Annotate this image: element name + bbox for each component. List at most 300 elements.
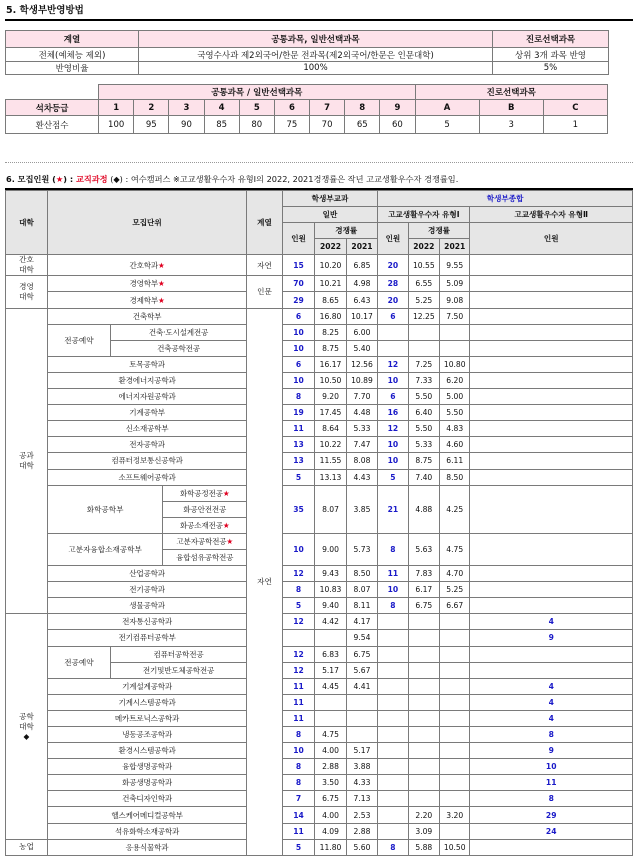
unit-name [163,533,247,549]
cell-r22: 10.50 [315,372,346,388]
cell-r22: 4.45 [315,678,346,694]
cell-a22: 5.88 [408,839,439,855]
cell-q2: 9 [470,630,633,646]
cell-q: 8 [282,582,315,598]
cell-q: 12 [282,614,315,630]
cell-q2 [470,437,633,453]
unit-label: 기계시스템공학과 [118,697,176,707]
cell-r22: 6.83 [315,646,346,662]
cell-a22 [408,694,439,710]
cell-q1: 12 [378,356,408,372]
cell-a22: 7.40 [408,469,439,485]
cell-a22: 7.33 [408,372,439,388]
unit-name [47,389,246,405]
unit-label: 건축·도시설계전공 [148,327,209,337]
cell-a22: 2.20 [408,807,439,823]
th-common-group: 공통과목 / 일반선택과목 [99,85,415,100]
unit-name [47,582,246,598]
cell-r22: 9.20 [315,389,346,405]
cell-q1 [378,807,408,823]
cell-a22: 5.50 [408,389,439,405]
cell-q: 11 [282,823,315,839]
star-icon: ★ [158,279,165,289]
cell-a22 [408,759,439,775]
th-unit: 모집단위 [47,191,246,255]
cell-q1 [378,743,408,759]
cell-r22: 4.00 [315,743,346,759]
table-row [6,775,633,791]
table-row [6,485,633,501]
cell-q: 6 [282,356,315,372]
cell-r21: 12.56 [346,356,377,372]
cell-a22 [408,662,439,678]
cell-a21 [440,775,470,791]
cell-r21: 5.67 [346,662,377,678]
table-row [6,453,633,469]
unit-name [110,340,246,356]
cell-r22: 10.20 [315,255,346,276]
cell-q: 8 [282,727,315,743]
table-row [6,437,633,453]
unit-label: 기계설계공학과 [122,681,173,691]
unit-name [47,614,246,630]
cell-q1: 8 [378,598,408,614]
cell-a22: 3.09 [408,823,439,839]
cell-r22: 17.45 [315,405,346,421]
cell-a21: 7.50 [440,308,470,324]
th-2022-1: 2022 [408,239,439,255]
cell-r21 [346,727,377,743]
cell-a22: 12.25 [408,308,439,324]
th-common: 공통과목, 일반선택과목 [139,31,493,48]
cell-q2 [470,389,633,405]
unit-label: 헬스케어메디컬공학부 [111,810,183,820]
unit-label: 융합생명공학과 [122,762,173,772]
cell-r22: 9.40 [315,598,346,614]
cell-a21: 4.70 [440,566,470,582]
cell-q1: 5 [378,469,408,485]
table-row [6,646,633,662]
star-icon: ★ [158,295,165,305]
table-row [6,823,633,839]
cell-r21: 8.50 [346,566,377,582]
cell-q2 [470,646,633,662]
cell-a21: 9.08 [440,292,470,308]
cell-r21: 10.17 [346,308,377,324]
score-cell: 1 [543,116,607,134]
section5-title: 5. 학생부반영방법 [6,5,84,16]
cell-q2 [470,566,633,582]
cell-q: 5 [282,598,315,614]
cell-a22 [408,324,439,340]
unit-name [47,453,246,469]
th-comp1: 경쟁률 [408,223,470,239]
cell-r22: 11.80 [315,839,346,855]
grade-cell: C [543,100,607,116]
cell-a21 [440,823,470,839]
unit-name [47,598,246,614]
cell-a21 [440,324,470,340]
cell-q1 [378,678,408,694]
cell-ratio-label: 반영비율 [6,62,139,75]
cell-field: 전체(예체능 제외) [6,48,139,62]
table-row [6,630,633,646]
cell-r22: 10.21 [315,276,346,292]
unit-name [47,759,246,775]
cell-q: 11 [282,421,315,437]
college-agri: 농업 [6,839,48,855]
cell-q2 [470,485,633,533]
cell-q1: 10 [378,453,408,469]
grade-cell: 4 [204,100,239,116]
cell-a21: 5.09 [440,276,470,292]
unit-name [47,566,246,582]
score-cell: 65 [345,116,380,134]
th-2022: 2022 [315,239,346,255]
cell-q1: 16 [378,405,408,421]
cell-q2 [470,582,633,598]
cell-a22: 5.50 [408,421,439,437]
section5-rule [5,19,633,21]
cell-q: 6 [282,308,315,324]
cell-a21: 4.25 [440,485,470,533]
cell-r21: 4.98 [346,276,377,292]
cell-r22: 8.25 [315,324,346,340]
cell-a21: 5.50 [440,405,470,421]
cell-q2: 9 [470,743,633,759]
table-row [6,533,633,549]
unit-label: 건축디자인학과 [122,794,173,804]
cell-a21: 6.20 [440,372,470,388]
unit-name [47,372,246,388]
cell-r22: 10.83 [315,582,346,598]
table-row [6,405,633,421]
cell-a21: 5.00 [440,389,470,405]
cell-a22: 5.25 [408,292,439,308]
cell-q1 [378,775,408,791]
cell-r21: 2.88 [346,823,377,839]
th-student-comp: 학생부종합 [378,191,633,207]
cell-q2 [470,356,633,372]
unit-name [163,485,247,501]
cell-q: 10 [282,743,315,759]
unit-name [47,405,246,421]
group-chem: 화학공학부 [47,485,162,533]
cell-q2 [470,421,633,437]
unit-label: 전기및반도체공학전공 [142,665,215,675]
cell-a21: 8.50 [440,469,470,485]
cell-q1: 21 [378,485,408,533]
cell-q: 15 [282,255,315,276]
cell-q1 [378,727,408,743]
cell-q: 19 [282,405,315,421]
cell-q1: 11 [378,566,408,582]
score-cell: 85 [204,116,239,134]
unit-label: 에너지자원공학과 [118,392,176,402]
grade-cell: 9 [380,100,415,116]
th-type1: 고교생활우수자 유형Ⅰ [378,207,470,223]
table-row [6,469,633,485]
cell-r21: 8.07 [346,582,377,598]
star-icon: ★ [222,520,230,530]
cell-r22: 10.22 [315,437,346,453]
cell-q1: 6 [378,389,408,405]
field-natural: 자연 [247,308,283,855]
table-row [6,372,633,388]
th-general: 일반 [282,207,377,223]
cell-q2 [470,839,633,855]
unit-label: 건축공학전공 [157,343,200,353]
cell-r21: 4.43 [346,469,377,485]
unit-name [47,839,246,855]
cell-a22: 10.55 [408,255,439,276]
cell-a21: 5.25 [440,582,470,598]
cell-q: 12 [282,566,315,582]
cell-q: 5 [282,469,315,485]
cell-a21: 3.20 [440,807,470,823]
table-row [6,791,633,807]
cell-r21: 5.60 [346,839,377,855]
cell-a21 [440,710,470,726]
unit-name [47,743,246,759]
cell-q [282,630,315,646]
unit-label: 소프트웨어공학과 [118,472,176,482]
table-row [6,324,633,340]
cell-q2: 11 [470,775,633,791]
cell-q2: 4 [470,678,633,694]
cell-r22: 8.75 [315,340,346,356]
th-comp: 경쟁률 [315,223,378,239]
cell-q: 12 [282,662,315,678]
score-cell: 3 [479,116,543,134]
unit-label: 기계공학부 [129,408,165,418]
unit-label: 컴퓨터공학전공 [153,649,204,659]
unit-name [47,356,246,372]
cell-q: 11 [282,694,315,710]
cell-a22: 6.40 [408,405,439,421]
unit-name [47,694,246,710]
cell-r21: 7.47 [346,437,377,453]
cell-q2 [470,469,633,485]
cell-q2: 4 [470,694,633,710]
grade-cell: 3 [169,100,204,116]
title-red: 교직과정 [75,174,108,184]
th-field: 계열 [6,31,139,48]
cell-r22 [315,694,346,710]
cell-q1: 12 [378,421,408,437]
cell-r21: 7.70 [346,389,377,405]
cell-a21: 10.80 [440,356,470,372]
cell-a21 [440,662,470,678]
table-row [6,694,633,710]
cell-r22: 4.09 [315,823,346,839]
table-row [6,743,633,759]
cell-q2 [470,324,633,340]
unit-label: 고분자공학전공 [176,536,227,546]
cell-q: 12 [282,646,315,662]
th-grade: 석차등급 [6,100,99,116]
cell-q2 [470,598,633,614]
grade-cell: 8 [345,100,380,116]
unit-name [47,421,246,437]
cell-a21 [440,340,470,356]
cell-q2: 4 [470,710,633,726]
cell-q: 8 [282,775,315,791]
cell-q2: 8 [470,791,633,807]
cell-r21: 6.43 [346,292,377,308]
cell-q2 [470,533,633,565]
cell-a22: 5.63 [408,533,439,565]
cell-r21: 7.13 [346,791,377,807]
cell-a22: 6.55 [408,276,439,292]
unit-label: 메카트로닉스공학과 [114,713,180,723]
unit-name [47,255,246,276]
cell-q1 [378,791,408,807]
cell-a22 [408,743,439,759]
title-prefix: 6. 모집인원 ( [6,174,56,184]
grade-score-table [5,84,608,134]
unit-name [47,678,246,694]
unit-name [163,501,247,517]
table-row [6,255,633,276]
cell-r21: 8.08 [346,453,377,469]
cell-q2 [470,340,633,356]
unit-name [110,662,246,678]
group-polymer: 고분자융합소재공학부 [47,533,162,565]
cell-q: 7 [282,791,315,807]
table-row [6,807,633,823]
cell-a21: 6.67 [440,598,470,614]
cell-r21: 3.85 [346,485,377,533]
cell-a22 [408,630,439,646]
cell-q2 [470,308,633,324]
cell-q1 [378,710,408,726]
field-natural: 자연 [247,255,283,276]
unit-name [47,710,246,726]
cell-q2 [470,255,633,276]
cell-r22: 4.42 [315,614,346,630]
th-quota2: 인원 [470,223,633,255]
cell-q2 [470,372,633,388]
cell-r21: 5.40 [346,340,377,356]
unit-label: 산업공학과 [129,569,165,579]
table-row [6,727,633,743]
unit-label: 화공생명공학과 [122,778,173,788]
curriculum-table [5,30,609,75]
cell-q: 29 [282,292,315,308]
grade-cell: 7 [310,100,345,116]
cell-q1: 10 [378,372,408,388]
cell-r22: 8.64 [315,421,346,437]
cell-r21: 6.75 [346,646,377,662]
table-row [6,356,633,372]
cell-a22: 6.75 [408,598,439,614]
college-biz: 경영 대학 [6,276,48,308]
unit-name [47,469,246,485]
cell-r21: 8.11 [346,598,377,614]
table-row [6,421,633,437]
cell-a22: 4.88 [408,485,439,533]
cell-q: 10 [282,372,315,388]
cell-r22: 13.13 [315,469,346,485]
cell-r22: 9.00 [315,533,346,565]
cell-q1: 20 [378,255,408,276]
score-cell: 70 [310,116,345,134]
cell-r21: 2.53 [346,807,377,823]
cell-a21: 4.83 [440,421,470,437]
cell-r22 [315,710,346,726]
table-row [6,389,633,405]
cell-q2: 24 [470,823,633,839]
cell-a22 [408,340,439,356]
table-row [6,614,633,630]
college-yeosu: 공학 대학 ◆ [6,614,48,839]
cell-q: 11 [282,710,315,726]
cell-q2: 8 [470,727,633,743]
unit-label: 화학공정전공 [179,488,223,498]
unit-label: 간호학과 [129,260,159,270]
cell-q1 [378,823,408,839]
cell-q2 [470,276,633,292]
cell-q: 10 [282,340,315,356]
cell-a21: 6.11 [440,453,470,469]
cell-q1 [378,630,408,646]
cell-a22 [408,646,439,662]
cell-q: 10 [282,324,315,340]
group-jeongong1: 전공예약 [47,324,110,356]
cell-r21: 10.89 [346,372,377,388]
field-humanities: 인문 [247,276,283,308]
unit-label: 석유화학소재공학과 [114,826,180,836]
table-row [6,678,633,694]
cell-q2 [470,292,633,308]
cell-q1: 10 [378,437,408,453]
unit-name [163,549,247,565]
cell-r22 [315,630,346,646]
cell-a21 [440,614,470,630]
cell-r22: 11.55 [315,453,346,469]
cell-q: 70 [282,276,315,292]
th-type2: 고교생활우수자 유형Ⅱ [470,207,633,223]
cell-a21 [440,646,470,662]
unit-name [47,775,246,791]
cell-q: 10 [282,533,315,565]
cell-a22 [408,775,439,791]
grade-cell: 5 [239,100,274,116]
unit-name [47,276,246,292]
cell-a22 [408,791,439,807]
th-score: 환산점수 [6,116,99,134]
cell-q1 [378,324,408,340]
unit-label: 건축학부 [132,311,162,321]
table-row [6,598,633,614]
cell-a22 [408,710,439,726]
cell-a21: 4.75 [440,533,470,565]
cell-a22: 5.33 [408,437,439,453]
cell-a22 [408,727,439,743]
cell-a21 [440,791,470,807]
college-nursing: 간호 대학 [6,255,48,276]
cell-ratio-career: 5% [493,62,609,75]
cell-a22: 7.83 [408,566,439,582]
section6-title [6,174,458,185]
unit-label: 신소재공학부 [125,424,169,434]
score-cell: 75 [274,116,309,134]
cell-a21 [440,630,470,646]
cell-r21: 4.48 [346,405,377,421]
title-mid1: ) : [63,174,76,184]
cell-a21 [440,759,470,775]
